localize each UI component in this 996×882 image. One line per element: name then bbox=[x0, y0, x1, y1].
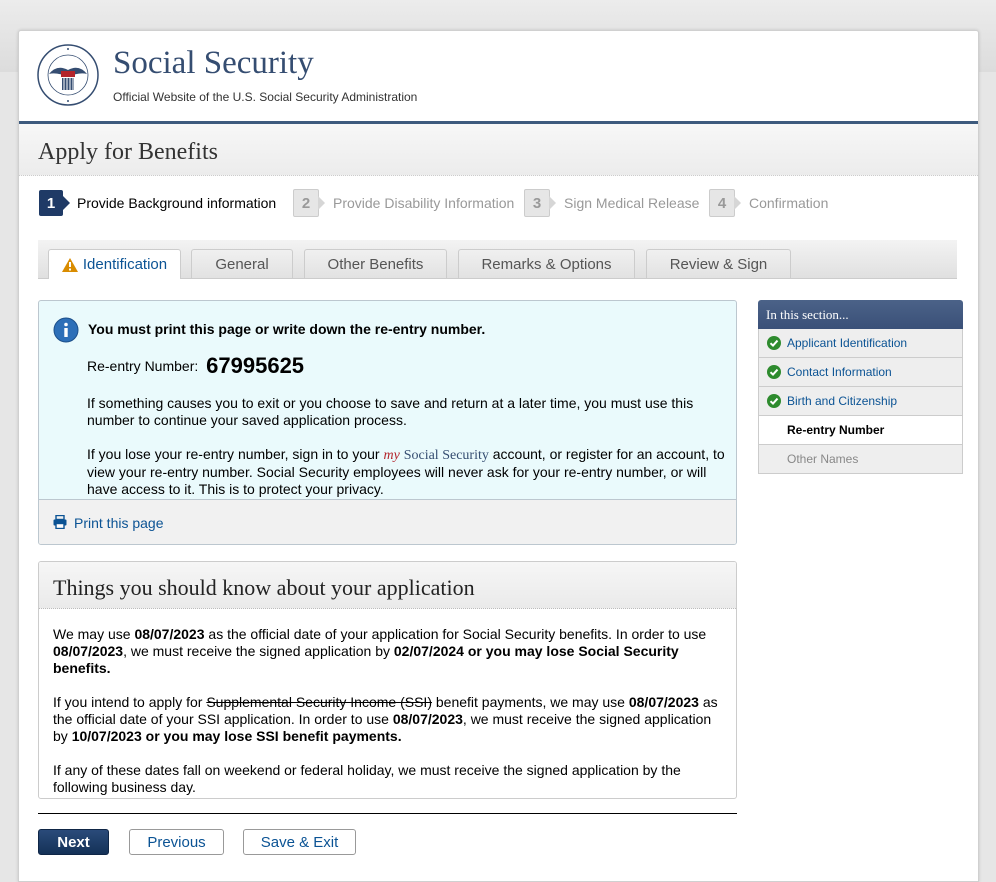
save-exit-button[interactable]: Save & Exit bbox=[243, 829, 356, 855]
sidebar-item-applicant-identification[interactable] bbox=[758, 329, 963, 358]
sidebar-item-reentry-number bbox=[758, 416, 963, 445]
tab-review-sign[interactable] bbox=[646, 249, 791, 278]
things-title: Things you should know about your application bbox=[53, 575, 475, 600]
step-4 bbox=[709, 189, 828, 217]
print-warning-heading: You must print this page or write down the re-entry number. bbox=[88, 321, 486, 337]
step-number: 3 bbox=[524, 189, 550, 217]
check-icon bbox=[767, 336, 781, 350]
step-number: 4 bbox=[709, 189, 735, 217]
check-icon bbox=[767, 365, 781, 379]
sidebar-item-label: Other Names bbox=[787, 452, 859, 466]
step-label: Sign Medical Release bbox=[564, 195, 700, 211]
sidebar-item-contact-information[interactable] bbox=[758, 358, 963, 387]
tab-identification[interactable] bbox=[48, 249, 181, 279]
warning-icon bbox=[62, 258, 78, 272]
lost-number-paragraph bbox=[87, 446, 727, 498]
step-3 bbox=[524, 189, 699, 217]
printer-icon[interactable] bbox=[53, 515, 67, 529]
tab-label: Identification bbox=[82, 256, 168, 273]
tab-remarks-options[interactable] bbox=[458, 249, 635, 278]
previous-button[interactable]: Previous bbox=[129, 829, 224, 855]
text: as the official date of your SSI application. In order to use bbox=[53, 694, 718, 727]
check-icon bbox=[767, 394, 781, 408]
reentry-number: 67995625 bbox=[206, 353, 305, 378]
text: If you intend to apply for bbox=[53, 694, 207, 710]
section-tabs bbox=[38, 240, 957, 279]
my-ss-link-my[interactable]: my bbox=[383, 448, 400, 463]
sidebar-item-label: Contact Information bbox=[787, 365, 892, 379]
tab-label: Other Benefits bbox=[327, 255, 424, 273]
title-bar bbox=[19, 124, 978, 176]
things-header bbox=[39, 562, 736, 609]
step-label: Confirmation bbox=[749, 195, 829, 211]
divider bbox=[38, 813, 737, 814]
text: , we must receive the signed application by bbox=[53, 711, 712, 744]
info-icon bbox=[53, 317, 79, 343]
step-label: Provide Background information bbox=[77, 195, 277, 211]
tab-other-benefits[interactable] bbox=[304, 249, 447, 278]
step-number: 1 bbox=[39, 190, 63, 216]
reentry-info-box bbox=[38, 300, 737, 545]
step-label: Provide Disability Information bbox=[333, 195, 515, 211]
section-sidebar bbox=[758, 300, 963, 474]
application-page bbox=[18, 30, 979, 882]
reentry-label: Re-entry Number: bbox=[87, 358, 199, 374]
print-row bbox=[39, 499, 737, 545]
next-button[interactable]: Next bbox=[38, 829, 109, 855]
tab-general[interactable] bbox=[191, 249, 293, 278]
save-return-paragraph: If something causes you to exit or you choose to save and return at a later time, you must use this number to continue your saved application process. bbox=[87, 395, 694, 428]
ss-date-paragraph bbox=[53, 626, 723, 677]
tab-label: Review & Sign bbox=[669, 255, 768, 273]
step-1 bbox=[39, 189, 276, 217]
my-ss-link[interactable]: Social Security bbox=[403, 448, 489, 463]
step-2 bbox=[293, 189, 514, 217]
date: 08/07/2023 bbox=[392, 711, 463, 727]
site-title[interactable]: Social Security bbox=[113, 45, 314, 81]
site-subtitle: Official Website of the U.S. Social Security Administration bbox=[113, 90, 418, 104]
ssa-seal-logo[interactable] bbox=[37, 44, 99, 106]
deadline: 02/07/2024 or you may lose Social Security benefits. bbox=[53, 643, 679, 676]
reentry-line bbox=[87, 351, 304, 377]
step-number: 2 bbox=[293, 189, 319, 217]
date: 08/07/2023 bbox=[53, 643, 124, 659]
text: If you lose your re-entry number, sign in to your bbox=[87, 446, 384, 462]
sidebar-item-other-names bbox=[758, 445, 963, 474]
weekend-paragraph: If any of these dates fall on weekend or federal holiday, we must receive the signed application by the following business day. bbox=[53, 762, 681, 795]
tab-label: General bbox=[215, 255, 269, 273]
progress-steps bbox=[39, 189, 939, 219]
text: , we must receive the signed application by bbox=[123, 643, 394, 659]
date: 08/07/2023 bbox=[628, 694, 699, 710]
sidebar-item-label: Birth and Citizenship bbox=[787, 394, 898, 408]
text: as the official date of your application for Social Security benefits. In order to use bbox=[204, 626, 707, 642]
tab-label: Remarks & Options bbox=[481, 255, 612, 273]
print-page-link[interactable]: Print this page bbox=[74, 515, 164, 531]
site-header bbox=[19, 31, 978, 124]
text: benefit payments, we may use bbox=[431, 694, 629, 710]
text: account, or register for an account, to view your re-entry number. Social Security employees will never ask for your re-entry number, or will have access to it. This is to protect your privacy. bbox=[87, 446, 725, 497]
date: 08/07/2023 bbox=[134, 626, 205, 642]
deadline: 10/07/2023 or you may lose SSI benefit payments. bbox=[71, 728, 402, 744]
ssi-date-paragraph bbox=[53, 694, 723, 745]
sidebar-heading: In this section... bbox=[758, 300, 963, 329]
ssi-term: Supplemental Security Income (SSI) bbox=[206, 694, 432, 710]
things-to-know-box bbox=[38, 561, 737, 799]
sidebar-item-label: Re-entry Number bbox=[787, 423, 885, 437]
page-title: Apply for Benefits bbox=[38, 139, 218, 165]
sidebar-item-label: Applicant Identification bbox=[787, 336, 908, 350]
text: We may use bbox=[53, 626, 135, 642]
sidebar-item-birth-citizenship[interactable] bbox=[758, 387, 963, 416]
